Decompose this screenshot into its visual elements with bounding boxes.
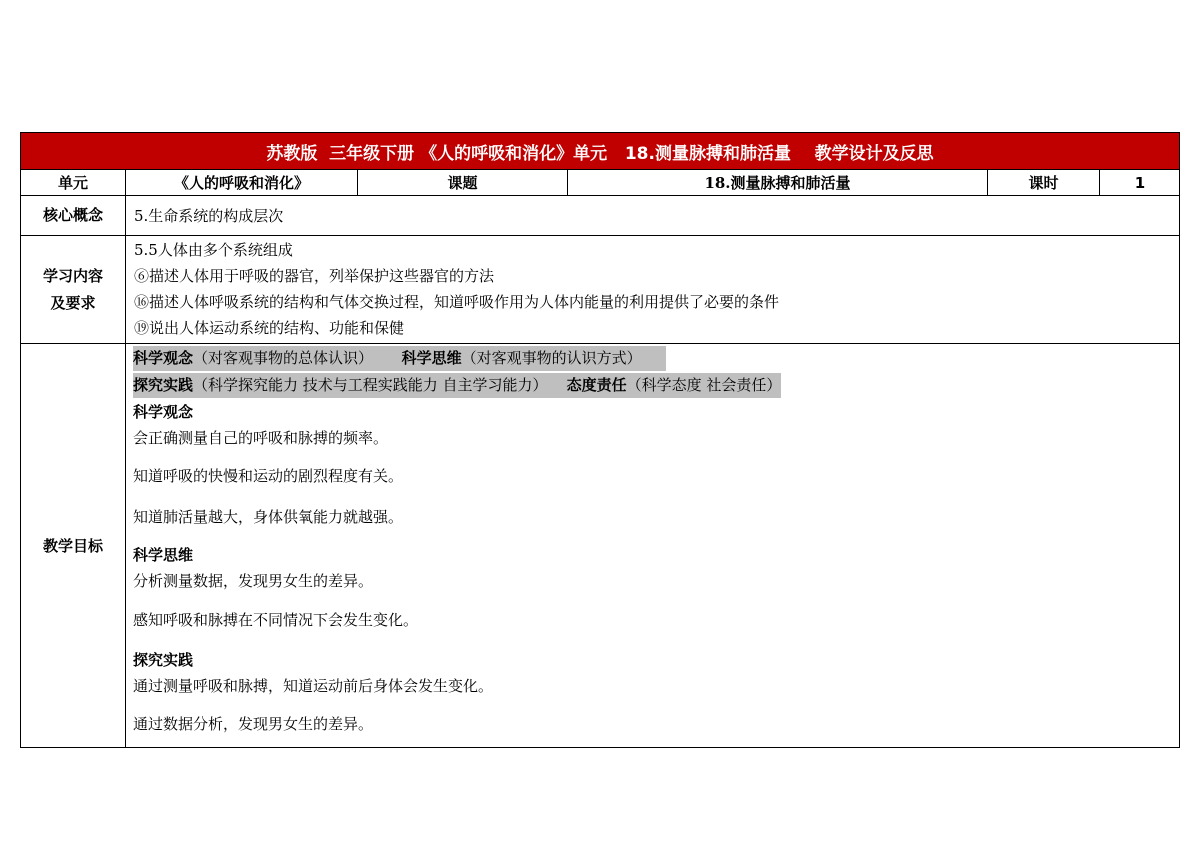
- objective-item: 感知呼吸和脉搏在不同情况下会发生变化。: [133, 611, 419, 629]
- lesson-label: 课题: [357, 170, 567, 195]
- unit-label: 单元: [57, 174, 88, 192]
- core-concept-value: 5.生命系统的构成层次: [125, 196, 1180, 235]
- document-title: 苏教版 三年级下册 《人的呼吸和消化》单元 18.测量脉搏和肺活量 教学设计及反思: [21, 133, 1179, 169]
- objective-item: 分析测量数据，发现男女生的差异。: [133, 572, 374, 590]
- learning-line: ⑥描述人体用于呼吸的器官，列举保护这些器官的方法: [134, 267, 495, 285]
- objective-item: 知道肺活量越大，身体供氧能力就越强。: [133, 508, 404, 526]
- section-heading: 探究实践: [133, 651, 194, 669]
- period-value: 1: [1099, 170, 1180, 195]
- objective-item: 通过数据分析，发现男女生的差异。: [133, 715, 374, 733]
- learning-label: [21, 236, 125, 343]
- section-heading: 科学观念: [133, 403, 194, 421]
- summary-practice-bold: 探究实践: [133, 376, 194, 394]
- summary-attitude-bold: 态度责任: [566, 376, 627, 394]
- summary-line-1: [133, 346, 666, 371]
- summary-thinking-text: （对客观事物的认识方式）: [461, 349, 666, 367]
- summary-concept-bold: 科学观念: [133, 349, 194, 367]
- lesson-plan-table: [20, 132, 1180, 748]
- summary-practice-text: （科学探究能力 技术与工程实践能力 自主学习能力）: [193, 376, 567, 394]
- objective-item: 知道呼吸的快慢和运动的剧烈程度有关。: [133, 467, 404, 485]
- learning-line: 5.5人体由多个系统组成: [134, 241, 293, 259]
- learning-label-line1: 学习内容: [42, 266, 103, 285]
- summary-line-2: [133, 373, 781, 398]
- learning-label-line2: 及要求: [50, 293, 96, 312]
- objectives-row: [21, 343, 1179, 748]
- learning-line: ⑲说出人体运动系统的结构、功能和保健: [134, 319, 405, 337]
- learning-row: [21, 235, 1179, 343]
- summary-attitude-text: （科学态度 社会责任）: [626, 376, 782, 394]
- summary-thinking-bold: 科学思维: [401, 349, 462, 367]
- learning-content: [125, 236, 1180, 343]
- core-concept-label: 核心概念: [42, 206, 103, 224]
- learning-line: ⑯描述人体呼吸系统的结构和气体交换过程，知道呼吸作用为人体内能量的利用提供了必要的条件: [134, 293, 780, 311]
- section-heading: 科学思维: [133, 546, 194, 564]
- period-label: 课时: [987, 170, 1099, 195]
- unit-value: 《人的呼吸和消化》: [125, 170, 357, 195]
- lesson-value: 18.测量脉搏和肺活量: [567, 170, 987, 195]
- header-row: [21, 169, 1179, 195]
- objective-item: 通过测量呼吸和脉搏，知道运动前后身体会发生变化。: [133, 677, 494, 695]
- summary-concept-text: （对客观事物的总体认识）: [193, 349, 402, 367]
- core-concept-row: [21, 195, 1179, 235]
- objective-item: 会正确测量自己的呼吸和脉搏的频率。: [133, 429, 389, 447]
- objectives-label: 教学目标: [42, 536, 103, 555]
